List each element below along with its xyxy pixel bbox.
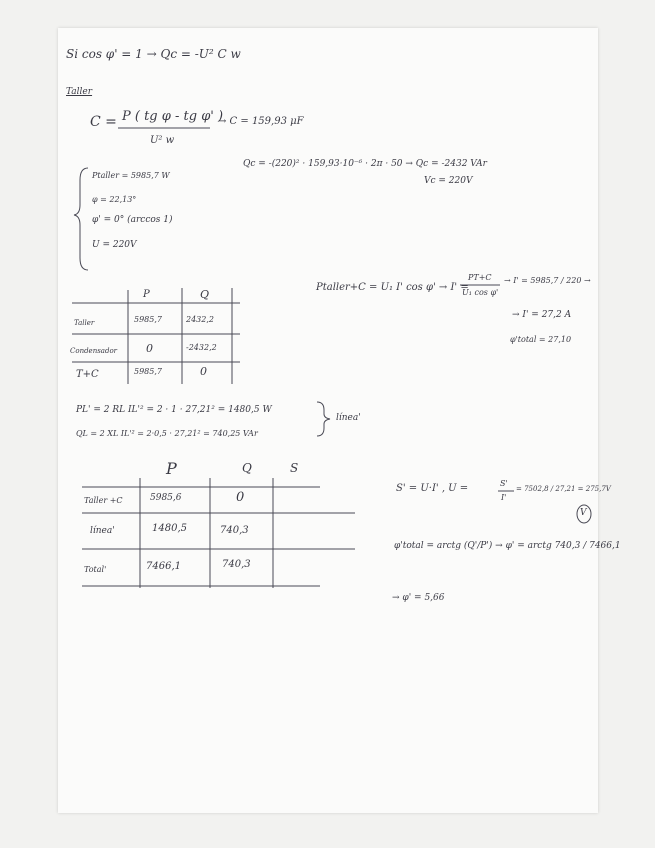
circled-v: V: [580, 508, 587, 518]
table2-cell: 7466,1: [146, 561, 181, 572]
cap-formula-numerator: P ( tg φ - tg φ' ): [122, 109, 224, 124]
table1-row-label: Condensador: [70, 347, 118, 355]
table1-cell: 5985,7: [134, 367, 162, 376]
table1-header-q: Q: [200, 288, 210, 301]
table2-header-q: Q: [242, 461, 252, 475]
intro-line: Si cos φ' = 1 → Qc = -U² C w: [66, 47, 241, 61]
table1-cell: 0: [200, 365, 207, 378]
ptc-denominator: U₁ cos φ': [462, 288, 499, 297]
s-value: = 7502,8 / 27,21 = 275,7V: [516, 485, 611, 493]
table2-row-label: Taller +C: [84, 496, 123, 505]
phi-total-equation: φ'total = arctg (Q'/P') → φ' = arctg 740,3 / 7466,1: [394, 541, 621, 551]
cap-formula-denominator: U² w: [150, 135, 175, 146]
phi-total-result: φ'total = 27,10: [510, 335, 572, 344]
cap-formula-lhs: C =: [90, 114, 117, 130]
cap-formula-result: → C = 159,93 μF: [218, 116, 304, 127]
phi-final: → φ' = 5,66: [392, 593, 445, 603]
given-u: U = 220V: [92, 240, 137, 250]
table1-row-label: Taller: [74, 319, 95, 327]
current-result: → I' = 27,2 A: [512, 310, 572, 320]
given-ptaller: Ptaller = 5985,7 W: [92, 171, 170, 180]
table2-cell: 740,3: [222, 559, 251, 570]
table1-row-label: T+C: [76, 369, 99, 380]
ptc-value: → I' = 5985,7 / 220 →: [504, 276, 591, 285]
s-denominator: I': [501, 493, 507, 502]
table2-cell: 5985,6: [150, 493, 182, 503]
line-reactive-loss: QL = 2 XL IL'² = 2·0,5 · 27,21² = 740,25 VAr: [76, 429, 258, 438]
table1-cell: -2432,2: [186, 343, 217, 352]
given-phi-prime: φ' = 0° (arccos 1): [92, 215, 173, 225]
table2-row-label: línea': [90, 526, 115, 536]
s-numerator: S': [500, 479, 508, 488]
s-equation: S' = U·I' , U =: [396, 483, 469, 494]
table2-cell: 740,3: [220, 525, 249, 536]
table2-cell: 1480,5: [152, 523, 187, 534]
table1-header-p: P: [143, 289, 150, 300]
ptc-numerator: PT+C: [468, 273, 492, 282]
table1-cell: 2432,2: [186, 315, 214, 324]
qc-calculation: Qc = -(220)² · 159,93·10⁻⁶ · 2π · 50 → Qc = -2432 VAr: [243, 159, 487, 169]
table1-cell: 0: [146, 342, 153, 355]
ptc-equation: Ptaller+C = U₁ I' cos φ' → I' =: [316, 282, 469, 293]
table2-cell: 0: [236, 490, 245, 505]
vc-value: Vc = 220V: [424, 176, 473, 186]
table2-header-p: P: [166, 459, 177, 478]
line-power-loss: PL' = 2 RL IL'² = 2 · 1 · 27,21² = 1480,5 W: [76, 405, 272, 415]
linea-label: línea': [336, 413, 361, 423]
given-phi: φ = 22,13°: [92, 195, 137, 204]
table1-cell: 5985,7: [134, 315, 162, 324]
table2-row-label: Total': [84, 565, 107, 574]
taller-label: Taller: [66, 87, 93, 97]
table2-header-s: S: [290, 461, 299, 475]
